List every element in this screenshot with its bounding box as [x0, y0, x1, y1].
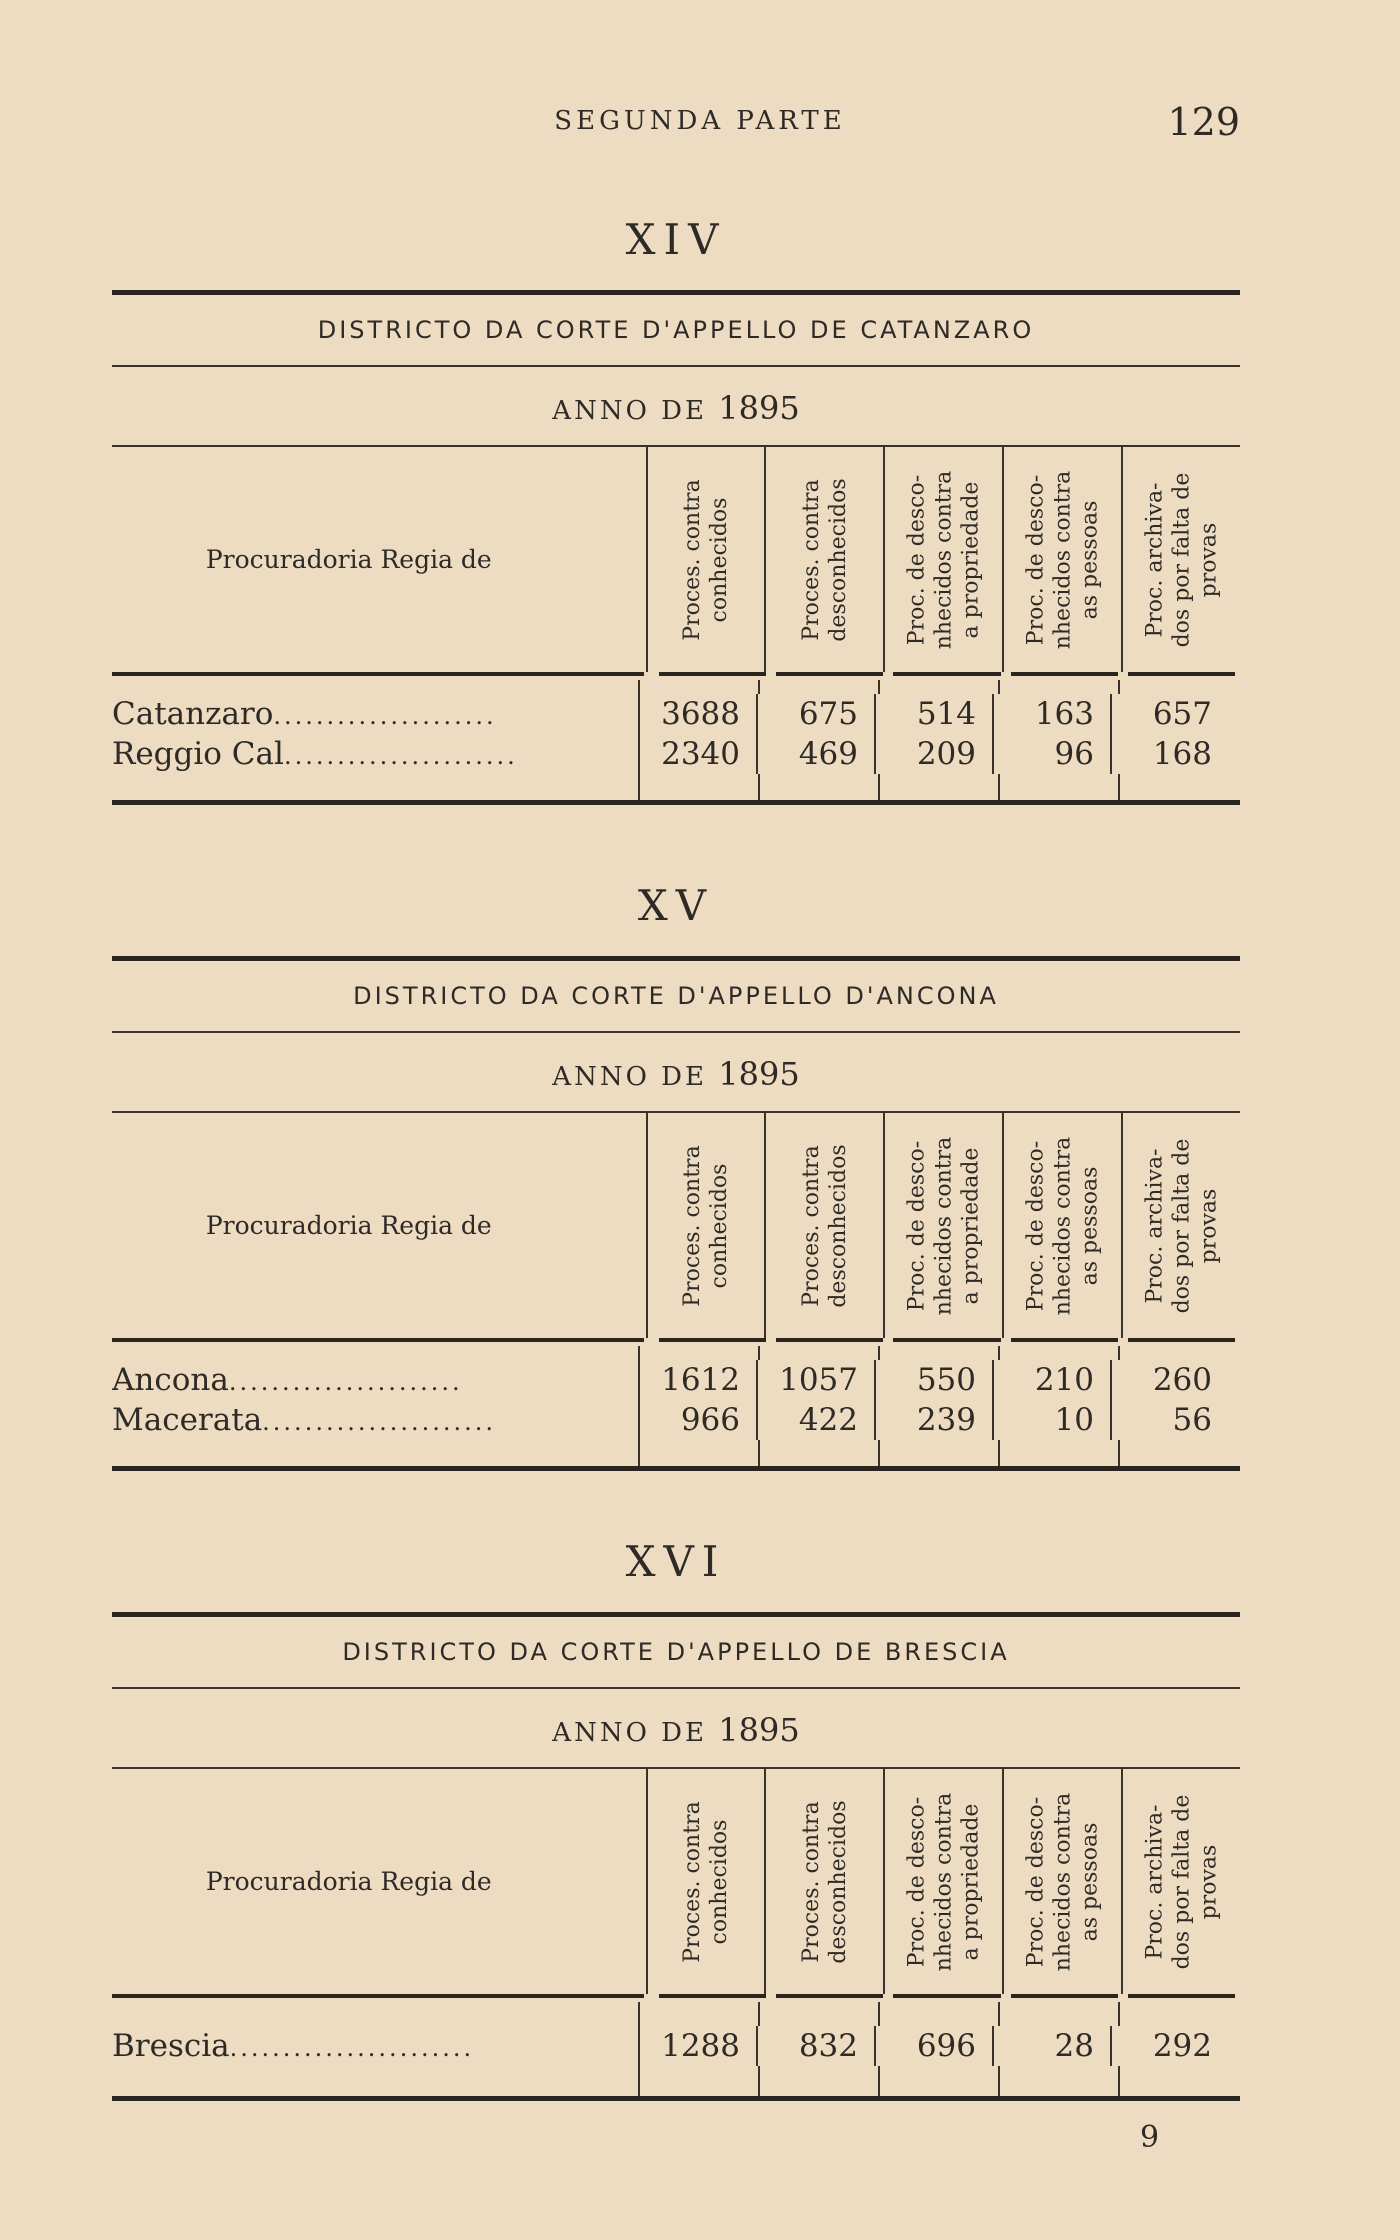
table-row [112, 734, 1240, 774]
col-header-propriedade: Proc. de desco- nhecidos contra a propriedade [883, 1769, 1002, 1994]
cell: 422 [756, 1400, 874, 1440]
cell: 696 [874, 2026, 992, 2066]
row-name: Reggio Cal...................... [112, 736, 518, 772]
col-header-archivados: Proc. archiva- dos por falta de provas [1121, 1769, 1240, 1994]
col-header-desconhecidos: Proces. contra desconhecidos [764, 1113, 883, 1338]
year-label: ANNO DE [552, 1062, 707, 1092]
cell: 10 [992, 1400, 1110, 1440]
row-label-header: Procuradoria Regia de [205, 1867, 492, 1896]
year-line [112, 1033, 1240, 1111]
cell: 832 [756, 2026, 874, 2066]
cell: 292 [1110, 2026, 1228, 2066]
cell: 239 [874, 1400, 992, 1440]
table-xiv [112, 212, 1240, 805]
col-header-conhecidos: Proces. contra conhecidos [646, 447, 765, 672]
header-underline [112, 672, 1240, 680]
rule [112, 800, 1240, 805]
row-name: Brescia....................... [112, 2028, 475, 2064]
cell: 469 [756, 734, 874, 774]
cell: 1612 [638, 1360, 756, 1400]
row-name: Catanzaro..................... [112, 696, 497, 732]
cell: 1288 [638, 2026, 756, 2066]
col-header-propriedade: Proc. de desco- nhecidos contra a propriedade [883, 447, 1002, 672]
cell: 550 [874, 1360, 992, 1400]
year-line [112, 367, 1240, 445]
table-xv [112, 878, 1240, 1471]
table-row [112, 1400, 1240, 1440]
rule [112, 1466, 1240, 1471]
col-header-desconhecidos: Proces. contra desconhecidos [764, 447, 883, 672]
district-title: DISTRICTO DA CORTE D'APPELLO DE BRESCIA [342, 1638, 1010, 1666]
district-title: DISTRICTO DA CORTE D'APPELLO DE CATANZARO [317, 316, 1035, 344]
year-value: 1895 [718, 1055, 800, 1093]
col-header-pessoas: Proc. de desco- nhecidos contra as pessoas [1002, 1113, 1121, 1338]
col-header-pessoas: Proc. de desco- nhecidos contra as pessoas [1002, 447, 1121, 672]
table-row [112, 2026, 1240, 2066]
col-header-archivados: Proc. archiva- dos por falta de provas [1121, 1113, 1240, 1338]
col-header-conhecidos: Proces. contra conhecidos [646, 1769, 765, 1994]
cell: 209 [874, 734, 992, 774]
header-underline [112, 1994, 1240, 2002]
cell: 96 [992, 734, 1110, 774]
column-header-row [112, 1113, 1240, 1338]
table-body [112, 680, 1240, 800]
year-line [112, 1689, 1240, 1767]
table-xvi [112, 1534, 1240, 2101]
cell: 2340 [638, 734, 756, 774]
header-underline [112, 1338, 1240, 1346]
column-header-row [112, 1769, 1240, 1994]
col-header-desconhecidos: Proces. contra desconhecidos [764, 1769, 883, 1994]
year-value: 1895 [718, 389, 800, 427]
column-header-row [112, 447, 1240, 672]
signature-mark: 9 [1140, 2120, 1160, 2155]
col-header-conhecidos: Proces. contra conhecidos [646, 1113, 765, 1338]
cell: 210 [992, 1360, 1110, 1400]
cell: 3688 [638, 694, 756, 734]
col-header-archivados: Proc. archiva- dos por falta de provas [1121, 447, 1240, 672]
cell: 56 [1110, 1400, 1228, 1440]
cell: 168 [1110, 734, 1228, 774]
cell: 657 [1110, 694, 1228, 734]
col-header-propriedade: Proc. de desco- nhecidos contra a propriedade [883, 1113, 1002, 1338]
cell: 966 [638, 1400, 756, 1440]
running-title: SEGUNDA PARTE [554, 106, 846, 136]
cell: 1057 [756, 1360, 874, 1400]
cell: 514 [874, 694, 992, 734]
col-header-pessoas: Proc. de desco- nhecidos contra as pessoas [1002, 1769, 1121, 1994]
cell: 260 [1110, 1360, 1228, 1400]
page-number: 129 [1167, 100, 1240, 144]
section-numeral: XIV [625, 215, 727, 264]
rule [112, 2096, 1240, 2101]
section-numeral: XV [637, 881, 715, 930]
row-label-header: Procuradoria Regia de [205, 1211, 492, 1240]
table-body [112, 1346, 1240, 1466]
cell: 675 [756, 694, 874, 734]
section-numeral: XVI [625, 1537, 727, 1586]
year-label: ANNO DE [552, 1718, 707, 1748]
year-value: 1895 [718, 1711, 800, 1749]
cell: 28 [992, 2026, 1110, 2066]
running-head [0, 100, 1400, 144]
row-name: Ancona...................... [112, 1362, 463, 1398]
district-title: DISTRICTO DA CORTE D'APPELLO D'ANCONA [353, 982, 999, 1010]
table-row [112, 694, 1240, 734]
row-name: Macerata...................... [112, 1402, 497, 1438]
row-label-header: Procuradoria Regia de [205, 545, 492, 574]
table-row [112, 1360, 1240, 1400]
table-body [112, 2002, 1240, 2096]
cell: 163 [992, 694, 1110, 734]
year-label: ANNO DE [552, 396, 707, 426]
